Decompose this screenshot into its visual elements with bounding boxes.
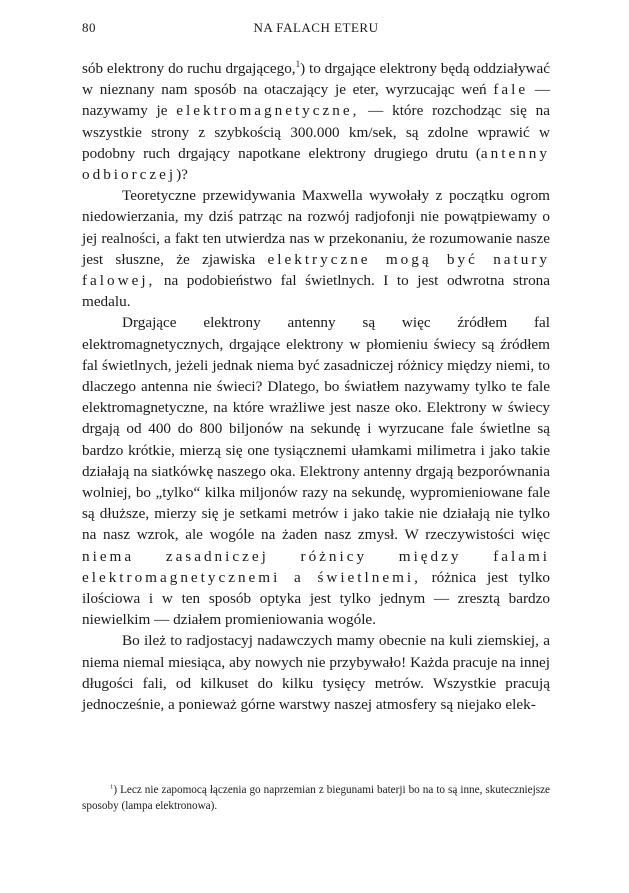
footnote-marker: 1: [110, 783, 114, 791]
spaced-emphasis: antenny odbiorczej: [82, 144, 550, 184]
paragraph-2: Teoretyczne przewidywania Maxwella wywołały z początku ogrom niedowierzania, my dziś patrząc na rozwój radjofonji nie powątpiewamy o jej realności, a fakt ten utwierdza nas w przekonaniu, że rozumowanie nasze jest słuszne, że zjawiska elektryczne mogą być natury falowej, na podobieństwo fal świetlnych. I to jest odwrotna strona medalu.: [82, 187, 550, 311]
paragraph-4: Bo ileż to radjostacyj nadawczych mamy obecnie na kuli ziemskiej, a niema niemal miesiąca, aby nowych nie przybywało! Każda pracuje na innej długości fali, od kilkuset do kilku tysięcy metrów. Wszystkie pracują jednocześnie, a ponieważ górne warstwy naszej atmosfery są niejako elek-: [82, 632, 550, 714]
paragraph-1: sób elektrony do ruchu drgającego,$^1$) to drgające elektrony będą oddziaływać w nieznany nam sposób na otaczający je eter, wyrzucając weń fale — nazywamy je elektromagnetyczne, — które rozchodząc się na wszystkie strony z szybkością 300.000 km/sek, są zdolne wprawić w podobny ruch drgający napotkane elektrony drugiego drutu (antenny odbiorczej)?: [82, 58, 551, 184]
footnote: [82, 782, 550, 814]
spaced-emphasis: elektryczne mogą być natury falowej,: [82, 250, 550, 290]
page-number: 80: [82, 20, 96, 35]
paragraph-3: Drgające elektrony antenny są więc źródłem fal elektromagnetycznych, drgające elektrony w płomieniu świecy są źródłem fal świetlnych, jeżeli jednak niema być zasadniczej różnicy między niemi, to dlaczego antenna nie świeci? Dlatego, bo światłem nazywamy tylko te fale elektromagnetyczne, na które wrażliwe jest nasze oko. Elektrony w świecy drgają od 400 do 800 biljonów na sekundę i wyrzucane fale świetlne są bardzo krótkie, mierzą się one tysiącznemi ułamkami milimetra i jako takie działają na siatkówkę naszego oka. Elektrony antenny drgają bezporównania wolniej, bo „tylko“ kilka miljonów razy na sekundę, wypromieniowane fale są dłuższe, mierzy się je setkami metrów i jako takie nie działają nie tylko na nasz wzrok, ale wogóle na żaden nasz zmysł. W rzeczywistości więc niema zasadniczej różnicy między falami elektromagnetycznemi a świetlnemi, różnica jest tylko ilościowa i w ten sposób optyka jest tylko jednym — zresztą bardzo niewielkim — działem promieniowania wogóle.: [82, 314, 551, 629]
spaced-emphasis: fale: [493, 81, 529, 99]
spaced-emphasis: elektromagnetyczne,: [176, 102, 360, 120]
body-text: [82, 58, 550, 715]
footnote-text: $^1$) Lecz nie zapomocą łączenia go naprzemian z biegunami baterji bo na to są inne, skuteczniejsze sposoby (lampa elektronowa).: [82, 783, 550, 812]
running-title: NA FALACH ETERU: [253, 20, 379, 35]
footnote-ref[interactable]: 1: [295, 58, 301, 69]
spaced-emphasis: niema zasadniczej różnicy między falami elektromagnetycznemi a świetlnemi,: [82, 547, 550, 586]
